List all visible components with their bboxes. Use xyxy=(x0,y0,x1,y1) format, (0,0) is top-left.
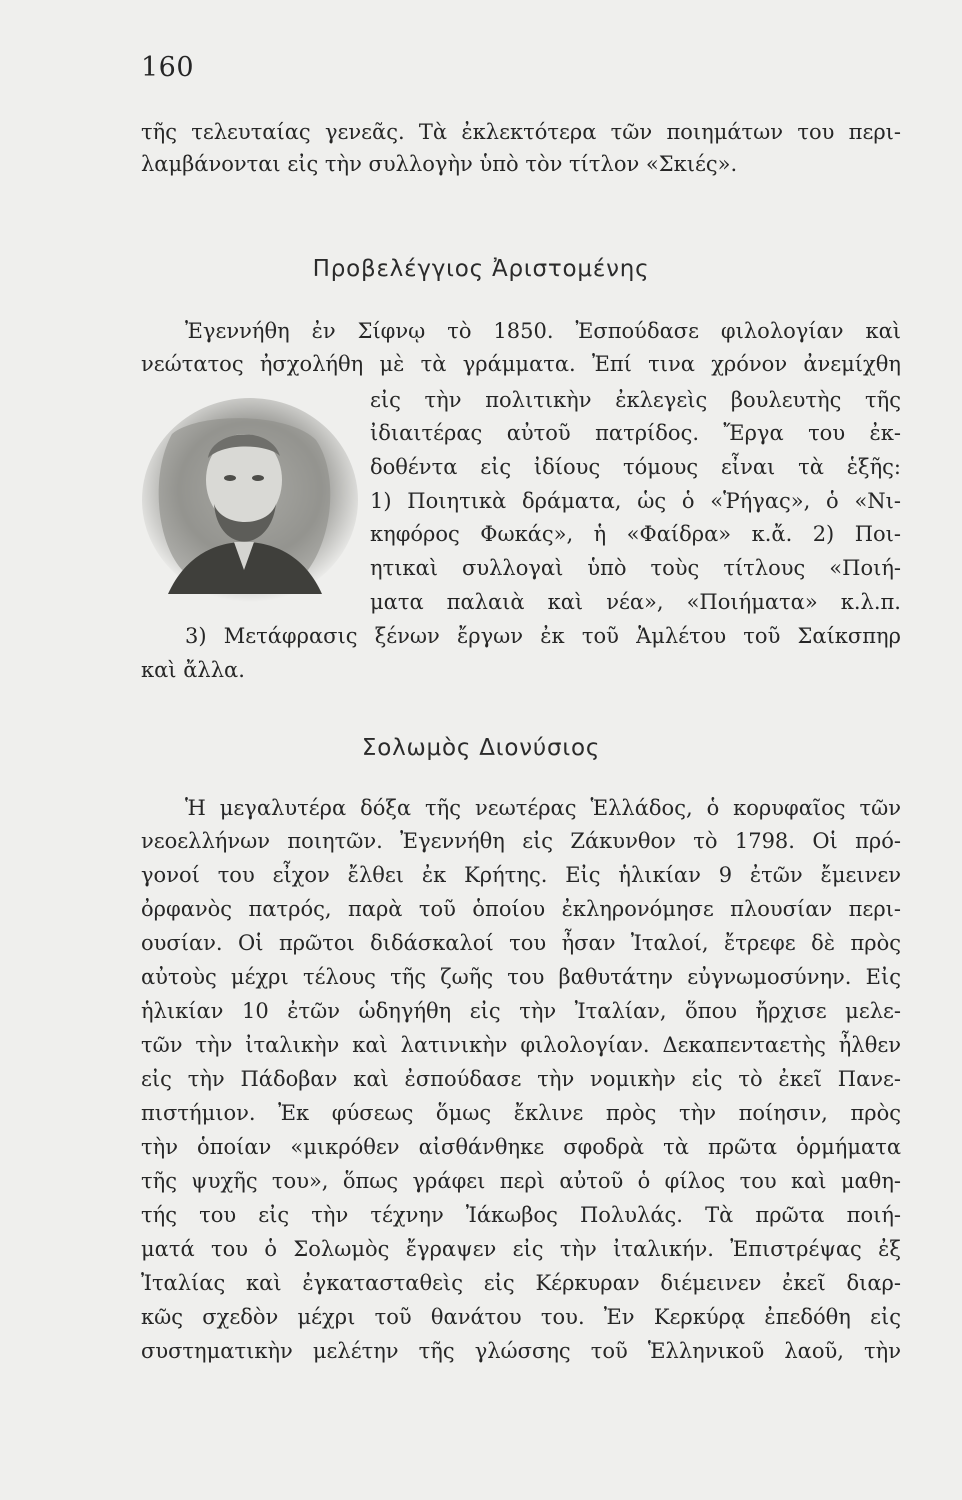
body-line: ἰδιαιτέρας αὐτοῦ πατρίδος. Ἔργα του ἐκ- xyxy=(370,421,901,445)
body-line: τῶν τὴν ἰταλικὴν καὶ λατινικὴν φιλολογίαν. Δεκαπενταετὴς ἦλθεν xyxy=(141,1033,901,1057)
page-number: 160 xyxy=(141,52,195,83)
body-line: τῆς ψυχῆς του», ὅπως γράφει περὶ αὐτοῦ ὁ φίλος του καὶ μαθη- xyxy=(141,1169,901,1193)
body-line: κηφόρος Φωκάς», ἡ «Φαίδρα» κ.ἄ. 2) Ποι- xyxy=(370,522,901,546)
body-line: Ἡ μεγαλυτέρα δόξα τῆς νεωτέρας Ἑλλάδος, ὁ κορυφαῖος τῶν xyxy=(185,796,901,820)
body-line: Ἐγεννήθη ἐν Σίφνῳ τὸ 1850. Ἐσπούδασε φιλολογίαν καὶ xyxy=(185,319,901,343)
body-line: τής του εἰς τὴν τέχνην Ἰάκωβος Πολυλάς. Τὰ πρῶτα ποιή- xyxy=(141,1203,901,1227)
body-line: 1) Ποιητικὰ δράματα, ὡς ὁ «Ῥήγας», ὁ «Νι- xyxy=(370,489,901,513)
body-line: συστηματικὴν μελέτην τῆς γλώσσης τοῦ Ἑλληνικοῦ λαοῦ, τὴν xyxy=(141,1339,901,1363)
body-line: ἡλικίαν 10 ἐτῶν ὡδηγήθη εἰς τὴν Ἰταλίαν, ὅπου ἤρχισε μελε- xyxy=(141,999,901,1023)
body-line: ητικαὶ συλλογαὶ ὑπὸ τοὺς τίτλους «Ποιή- xyxy=(370,556,901,580)
body-line: τὴν ὁποίαν «μικρόθεν αἰσθάνθηκε σφοδρὰ τὰ πρῶτα ὁρμήματα xyxy=(141,1135,901,1159)
body-line: τῆς τελευταίας γενεᾶς. Τὰ ἐκλεκτότερα τῶν ποιημάτων του περι- xyxy=(141,120,901,144)
body-line: κῶς σχεδὸν μέχρι τοῦ θανάτου του. Ἐν Κερκύρᾳ ἐπεδόθη εἰς xyxy=(141,1305,901,1329)
body-line: νεοελλήνων ποιητῶν. Ἐγεννήθη εἰς Ζάκυνθον τὸ 1798. Οἱ πρό- xyxy=(141,829,901,853)
body-line: καὶ ἄλλα. xyxy=(141,658,245,682)
section-heading-provelengios: Προβελέγγιος Ἀριστομένης xyxy=(312,256,650,282)
body-line: γονοί του εἶχον ἔλθει ἐκ Κρήτης. Εἰς ἡλικίαν 9 ἐτῶν ἔμεινεν xyxy=(141,863,901,887)
body-line: λαμβάνονται εἰς τὴν συλλογὴν ὑπὸ τὸν τίτλον «Σκιές». xyxy=(141,152,738,176)
body-line: ματα παλαιὰ καὶ νέα», «Ποιήματα» κ.λ.π. xyxy=(370,590,901,614)
section-heading-solomos: Σολωμὸς Διονύσιος xyxy=(361,735,601,761)
body-line: 3) Μετάφρασις ξένων ἔργων ἐκ τοῦ Ἁμλέτου τοῦ Σαίκσπηρ xyxy=(185,624,901,648)
body-line: ουσίαν. Οἱ πρῶτοι διδάσκαλοί του ἦσαν Ἰταλοί, ἔτρεφε δὲ πρὸς xyxy=(141,931,901,955)
body-line: νεώτατος ἠσχολήθη μὲ τὰ γράμματα. Ἐπί τινα χρόνον ἀνεμίχθη xyxy=(141,352,901,376)
body-line: ὀρφανὸς πατρός, παρὰ τοῦ ὁποίου ἐκληρονόμησε πλουσίαν περι- xyxy=(141,897,901,921)
body-line: δοθέντα εἰς ἰδίους τόμους εἶναι τὰ ἑξῆς: xyxy=(370,455,901,479)
body-line: Ἰταλίας καὶ ἐγκατασταθεὶς εἰς Κέρκυραν διέμεινεν ἐκεῖ διαρ- xyxy=(141,1271,901,1295)
body-line: αὐτοὺς μέχρι τέλους τῆς ζωῆς του βαθυτάτην εὐγνωμοσύνην. Εἰς xyxy=(141,965,901,989)
body-line: εἰς τὴν πολιτικὴν ἐκλεγεὶς βουλευτὴς τῆς xyxy=(370,388,901,412)
portrait-image xyxy=(138,394,360,610)
body-line: εἰς τὴν Πάδοβαν καὶ ἐσπούδασε τὴν νομικὴν εἰς τὸ ἐκεῖ Πανε- xyxy=(141,1067,901,1091)
body-line: πιστήμιον. Ἐκ φύσεως ὅμως ἔκλινε πρὸς τὴν ποίησιν, πρὸς xyxy=(141,1101,901,1125)
body-line: ματά του ὁ Σολωμὸς ἔγραψεν εἰς τὴν ἰταλικήν. Ἐπιστρέψας ἐξ xyxy=(141,1237,901,1261)
